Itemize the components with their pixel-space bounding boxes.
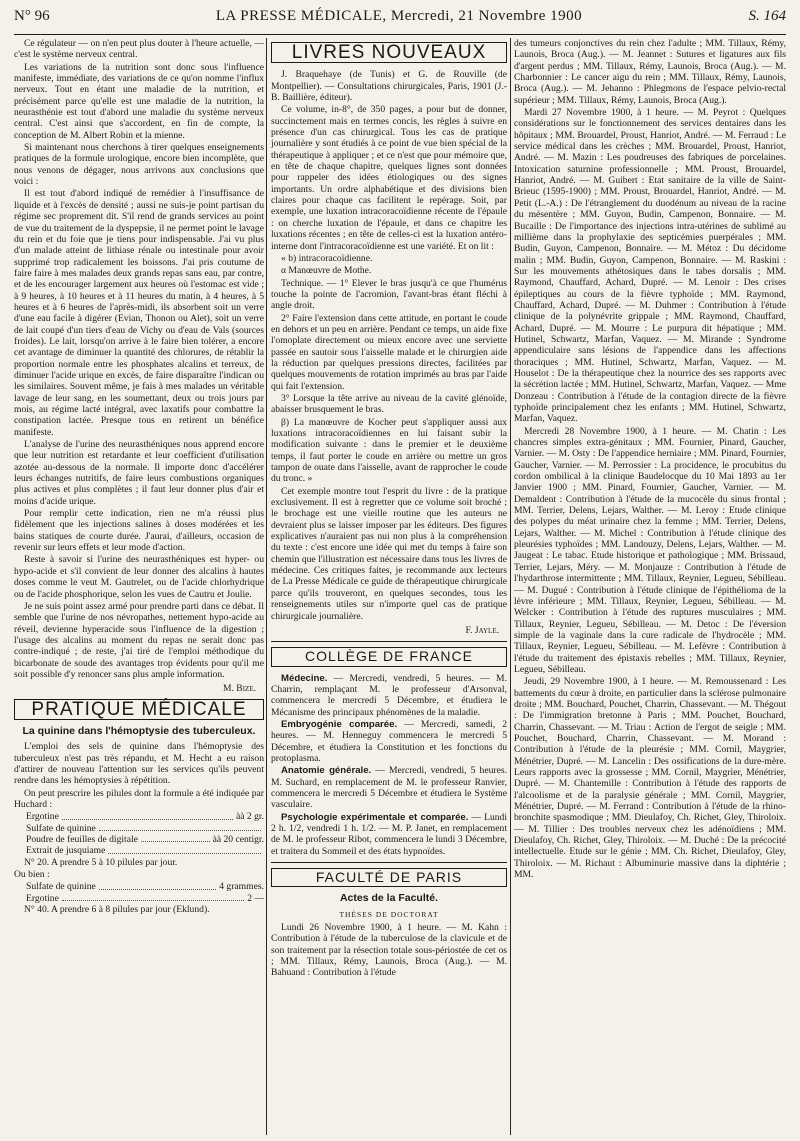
paragraph: L'emploi des sels de quinine dans l'hémoptysie des tuberculeux n'est pas très répandu, et M. Hecht a eu raison d'attirer de nouveau l'attention sur les services qu'ils peuvent rendre dans les hémoptysies à répétition. xyxy=(14,741,264,787)
paragraph: Jeudi, 29 Novembre 1900, à 1 heure. — M. Remoussenard : Les battements du cœur à droite, en particulier dans la sclérose pulmonaire droite ; MM. Bouchard, Pouchet, Charrin, Chassevant. — M. Thégout : De l'immigration bretonne à Paris ; MM. Pouchet, Bouchard, Charrin, Chassevant. — M. Triau : Action de l'ergot de seigle ; MM. Pouchet, Bouchard, Charrin, Chassevant. — M. Morand : Contribution à l'étude de la pleurésie ; MM. Cornil, Maygrier, Ménétrier, Dupré. — M. Lancelin : Des ossifications de la dure-mère. Leurs rapports avec la grossesse ; MM. Cornil, Maygrier, Ménétrier, Dupré. — M. Chantemille : Contribution à l'étude des rapports de l'alcoolisme et de la paralysie générale ; MM. Cornil, Maygrier, Ménétrier, Dupré. — M. Ferrand : Contribution à l'étude de la rhino-bronchite spasmodique ; MM. Dieulafoy, Ch. Richet, Gley, Thiroloix. — M. Tillier : Des troubles nerveux chez les adénoïdiens ; MM. Dieulafoy, Ch. Richet, Gley, Thiroloix. — M. Duché : De la précocité intellectuelle. Etude sur le génie ; MM. Ch. Richet, Dieulafoy, Gley, Thiroloix. — M. Richaut : Albuminurie massive dans la diphtérie ; MM. xyxy=(514,676,786,881)
paragraph: Il est tout d'abord indiqué de remédier à l'insuffisance de liquide et à l'excès de densité ; aussi ne suis-je point partisan du régime sec proprement dit. S'il rend de grands services au point de vue du traitement de la dyspepsie, il ne permet point le lavage du rein et du foie que je tiens pour indispensable. J'ai vu plus d'un malade atteint de lithiase rénale ou intestinale pour avoir supprimé trop radicalement les boissons. J'ai pris coutume de faire faire à mes malades deux grands repas sans eau, par contre, et de les encourager largement aux heures où l'estomac est vide ; à 9 heures, à 10 heures et à 11 heures du matin, à 4 heures, à 5 heures et à 6 heures de l'après-midi, ils absorbent soit un verre d'une eau facile à digérer (Evian, Thonon ou Alet), soit un verre de lait coupé d'un tiers d'eau de Vichy ou d'eau de Vals (sources froides). Le lait, lorsqu'on arrive à le faire bien tolérer, a encore cet avantage de diminuer la quantité des chlorures, de rétablir la proportion normale entre les phosphates alcalins et terreux, de diminuer l'acide urique en excès, de faire disparaître l'indican ou les similaires. Souvent même, je fais à mes malades un véritable lavage de leur sang, en les soumettant, deux ou trois jours par mois, au régime lacté intégral, avec laxatifs pour combattre la constipation lactée. Presque tous en retirent un bénéfice manifeste. xyxy=(14,188,264,438)
prescription-item xyxy=(14,845,264,856)
page-number: N° 96 xyxy=(14,8,50,24)
paragraph: L'analyse de l'urine des neurasthéniques nous apprend encore que leur nutrition est retardante et leur coefficient d'utilisation azotée au-dessous de la normale. Il importe donc d'accélérer leurs échanges nutritifs, de faire leurs combustions organiques plus actives et plus complètes ; il faut leur donner plus d'air et moins d'acide urique. xyxy=(14,439,264,507)
paragraph: Cet exemple montre tout l'esprit du livre : de la pratique exclusivement. Il est à regretter que ce volume soit broché ; le brochage est une vieille routine que les auteurs ne devraient plus se laisser imposer par les éditeurs. Des figures explicatives n'auraient pas nui non plus à la compréhension du texte : c'est encore une idée qui met du temps à faire son chemin que l'illustration est nécessaire dans tous les livres de médecine. Ces critiques faites, je recommande aux lecteurs de La Presse Médicale ce guide de thérapeutique chirurgicale parce qu'ils trouveront, en quelques secondes, tous les renseignements utiles sur n'importe quel cas de pratique chirurgicale journalière. xyxy=(271,485,507,622)
ingredient-dose: 2 — xyxy=(247,892,264,904)
course-entry xyxy=(271,673,507,718)
paragraph: « b) intracoracoïdienne. xyxy=(281,252,373,264)
section-title: COLLÈGE DE FRANCE xyxy=(271,647,507,666)
article-signature: M. Bize. xyxy=(222,683,256,695)
ingredient-dose: àà 2 gr. xyxy=(236,811,264,823)
course-entry xyxy=(271,812,507,857)
ingredient-dose: 4 grammes. xyxy=(219,881,264,893)
paragraph: Lundi 26 Novembre 1900, à 1 heure. — M. Kahn : Contribution à l'étude de la tuberculose de la clavicule et de son traitement par la résection totale sous-périostée de cet os ; MM. Tillaux, Rémy, Launois, Broca (Aug.). — M. Bahuand : Contribution à l'étude xyxy=(271,922,507,979)
prescription-list xyxy=(14,881,264,904)
course-entry xyxy=(271,719,507,764)
ingredient-dose: àà 20 centigr. xyxy=(212,834,264,846)
leader-dots xyxy=(62,893,244,901)
prescription-item xyxy=(14,881,264,892)
leader-dots xyxy=(99,823,261,831)
prescription-note: N° 20. A prendre 5 à 10 pilules par jour. xyxy=(24,856,178,868)
paragraph: 3° Lorsque la tête arrive au niveau de la cavité glénoïde, abaisser brusquement le bras. xyxy=(271,392,507,416)
column-middle xyxy=(271,38,507,1135)
course-text: — Mercredi, vendredi, 5 heures. — M. Charrin, remplaçant M. le professeur d'Arsonval, commencera le mercredi 5 Décembre, et étudiera le Mécanisme des principaux phénomènes de la maladie. xyxy=(271,672,507,718)
subsection-title: Actes de la Faculté. xyxy=(339,892,439,905)
paragraph: Pour remplir cette indication, rien ne m'a réussi plus fidèlement que les injections salines à doses modérées et les bains statiques de courte durée. J'aurai, d'ailleurs, occasion de revenir sur leurs effets et leur mode d'action. xyxy=(14,508,264,554)
course-text: — Mercredi, samedi, 2 heures. — M. Henneguy commencera le mercredi 5 Décembre, et étudiera la Constitution et les fonctions du protoplasma. xyxy=(271,718,507,764)
course-text: — Lundi 2 h. 1/2, vendredi 1 h. 1/2. — M. P. Janet, en remplacement de M. le professeur Ribot, commencera le lundi 3 Décembre, et traitera du Sommeil et des états hypnoïdes. xyxy=(271,811,507,857)
paragraph: Mercredi 28 Novembre 1900, à 1 heure. — M. Chatin : Les chancres simples extra-génitaux ; MM. Fournier, Pinard, Gaucher, Varnier. — M. Osty : De l'appendice herniaire ; MM. Pinard, Fournier, Gaucher, Varnier. — M. Perrossier : La procidence, le procubitus du cordon ombilical à la clinique Baudelocque du 10 Mai 1893 au 1er Janvier 1900 ; MM. Pinard, Fournier, Gaucher, Varnier. — M. Demaldent : Contribution à l'étude de la mucocèle du sinus frontal ; MM. Terrier, Delens, Lejars, Walther. — M. Leroy : Etude clinique des polypes du méat urinaire chez la femme ; MM. Terrier, Delens, Lejars, Walther. — M. Michel : Contribution à l'étude clinique des pleurésies typhoïdes ; MM. Landouzy, Delens, Lejars, Walther. — M. Jaugeat : Le tabac. Etude historique et pathologique ; MM. Brissaud, Terrier, Lejars, Méry. — M. Monjauze : Contribution à l'étude de l'hydarthrose intermittente ; MM. Tillaux, Reynier, Legueu, Sébilleau. — M. Dugué : Contribution à l'étude clinique de l'épithélioma de la lèvre inférieure ; MM. Tillaux, Reynier, Legueu, Sébilleau. — M. Welcker : Contribution à l'étude des ruptures musculaires ; MM. Tillaux, Reynier, Legueu, Sébilleau. — M. Detoc : De l'éversion simple de la vaginale dans la cure radicale de l'hydrocèle ; MM. Tillaux, Reynier, Legueu, Sébilleau. — M. Lefèvre : Contribution à l'étude du traitement des épistaxis rebelles ; MM. Tillaux, Reynier, Legueu, Sébilleau. xyxy=(514,425,786,675)
section-title: FACULTÉ DE PARIS xyxy=(271,868,507,887)
leader-dots xyxy=(141,834,210,842)
journal-title: LA PRESSE MÉDICALE, Mercredi, 21 Novembre 1900 xyxy=(215,8,583,24)
paragraph: Ou bien : xyxy=(14,869,50,881)
paragraph: Technique. — 1° Elever le bras jusqu'à ce que l'humérus touche la pointe de l'acromion, l'avant-bras étant fléchi à angle droit. xyxy=(271,277,507,312)
section-title: PRATIQUE MÉDICALE xyxy=(14,699,264,720)
course-title: Psychologie expérimentale et comparée. xyxy=(281,811,469,823)
page-header xyxy=(14,8,786,35)
column-rule xyxy=(266,38,267,1135)
column-left xyxy=(14,38,264,1135)
ingredient-name: Extrait de jusquiame xyxy=(26,845,106,857)
paragraph: 2° Faire l'extension dans cette attitude, en portant le coude en dehors et un peu en arrière. Pendant ce temps, un aide fixe l'omoplate directement ou mieux encore avec une serviette passée en sautoir sous l'aisselle malade et le chirurgien aide la réduction par quelques pressions directes, facilitées par quelques mouvements de rotation imprimés au bras par l'aide qui fait l'extension. xyxy=(271,312,507,392)
paragraph: Mardi 27 Novembre 1900, à 1 heure. — M. Peyrot : Quelques considérations sur le fonctionnement des services dentaires dans les hôpitaux ; MM. Brouardel, Proust, Hanriot, André. — M. Ferraud : Le service médical dans les crèches ; MM. Brouardel, Proust, Hanriot, André. — M. Mazin : Les poudreuses des fabriques de porcelaines. Intoxication saturnine professionnelle ; MM. Proust, Brouardel, Hanriot, André. — M. Guibert : Etat sanitaire de la ville de Saint-Brieuc (1595-1900) ; MM. Proust, Brouardel, Hanriot, André. — M. Petit (L.-A.) : De l'étranglement du duodénum au niveau de la racine du mésentère ; MM. Guyon, Budin, Campenon, Bonnaire. — M. Bucaille : De l'importance des injections intra-utérines de sublimé au millième dans la prophylaxie des septicémies puerpérales ; MM. Budin, Guyon, Campenon, Bonnaire. — M. Métoz : Du décidome malin ; MM. Budin, Guyon, Campenon, Bonnaire. — M. Raskini : Sur les mouvements athétosiques dans le tabes dorsalis ; MM. Raymond, Chauffard, Achard, Dupré. — M. Lenoir : Des crises épileptiques au cours de la fièvre typhoïde ; MM. Raymond, Chauffard, Achard, Dupré. — M. Duhmer : Contribution à l'étude clinique de la polynévrite grippale ; MM. Raymond, Chauffard, Achard, Dupré. — M. Mourre : Le purpura dit hépatique ; MM. Hutinel, Schwartz, Marfan, Vaquez. — M. Mirande : Syndrome appendiculaire sans lésions de l'appendice dans les affections thoraciques ; MM. Hutinel, Schwartz, Marfan, Vaquez. — M. Houselot : De la thérapeutique chez la nourrice des ses rapports avec la sécrétion lactée ; MM. Hutinel, Schwartz, Marfan, Vaquez. — Mme Donzeau : Contribution à l'étude de la contagion directe de la fièvre typhoïde principalement chez les enfants ; MM. Hutinel, Schwartz, Marfan, Vaquez. xyxy=(514,107,786,425)
prescription-note: N° 40. A prendre 6 à 8 pilules par jour (Eklund). xyxy=(24,904,210,916)
paragraph: Ce volume, in-8°, de 350 pages, a pour but de donner, succinctement mais en termes concis, les règles à suivre en présence d'un cas chirurgical. Tous les cas de pratique journalière y sont étudiés à ce point de vue bien spécial de la thérapeutique à appliquer ; et ce n'est que pour mémoire que, en tête de chaque chapitre, quelques lignes sont données pour rappeler des idées étiologiques ou des signes importants. Un ordre alphabétique et des divisions bien claires pour chaque cas facilitent le repérage. Soit, par exemple, une luxation intracoracoïdienne récente de l'épaule : on cherche luxation de l'épaule, et dans ce chapitre les luxations récentes ; en tête de celles-ci est la luxation antéro-interne dont l'intracoracoïdienne est une variété. Et on lit : xyxy=(271,104,507,252)
paragraph: Reste à savoir si l'urine des neurasthéniques est hyper- ou hypo-acide et s'il convient de leur donner des alcalins à hautes doses comme le veut M. Gautrelet, ou de l'acide chlorhydrique ou de l'acide phosphorique, selon les vues de Cautru et Joulie. xyxy=(14,554,264,600)
subsection-label: THÈSES DE DOCTORAT xyxy=(339,909,439,919)
section-title: LIVRES NOUVEAUX xyxy=(271,42,507,63)
paragraph: Ce régulateur — on n'en peut plus douter à l'heure actuelle, — c'est le système nerveux central. xyxy=(14,38,264,61)
article-signature: F. Jayle. xyxy=(465,624,499,636)
column-rule xyxy=(510,38,511,1135)
prescription-item xyxy=(14,823,264,834)
prescription-item xyxy=(14,834,264,845)
ingredient-name: Poudre de feuilles de digitale xyxy=(26,834,138,846)
prescription-item xyxy=(14,893,264,904)
course-title: Anatomie générale. xyxy=(281,765,372,777)
column-right xyxy=(514,38,786,1135)
leader-dots xyxy=(99,881,216,889)
book-reference: J. Braquehaye (de Tunis) et G. de Rouville (de Montpellier). — Consultations chirurgicales, Paris, 1901 (J.-B. Baillière, éditeur). xyxy=(271,69,507,104)
ingredient-name: Sulfate de quinine xyxy=(26,881,96,893)
paragraph: α Manœuvre de Mothe. xyxy=(281,265,372,277)
article-title: La quinine dans l'hémoptysie des tuberculeux. xyxy=(22,724,256,737)
course-entry xyxy=(271,765,507,810)
paragraph: des tumeurs conjonctives du rein chez l'adulte ; MM. Tillaux, Rémy, Launois, Broca (Aug.). — M. Jeannet : Sutures et ligatures aux fils d'argent perdus ; MM. Tillaux, Rémy, Launois, Broca (Aug.). — M. Charbonnier : Le cancer aigu du rein ; MM. Tillaux, Rémy, Launois, Broca (Aug.). — M. Jehanno : Phlegmons de l'espace pelvio-rectal supérieur ; MM. Tillaux, Rémy, Launois, Broca (Aug.). xyxy=(514,38,786,106)
course-title: Médecine. xyxy=(281,672,328,684)
paragraph: Je ne suis point assez armé pour prendre parti dans ce débat. Il semble que l'urine de nos névropathes, nettement hypo-acide au réveil, devienne hyperacide sous l'influence de la digestion ; l'usage des alcalins au moment du repas ne serait donc pas contre-indiqué ; de reste, j'ai tiré de l'emploi méthodique du bicarbonate de soude des avantages trop évidents pour qu'il me soit possible d'y renoncer sans plus ample information. xyxy=(14,600,264,680)
page-code: S. 164 xyxy=(748,8,786,24)
ingredient-name: Ergotine xyxy=(26,892,59,904)
paragraph: Si maintenant nous cherchons à tirer quelques enseignements pratiques de la formule urologique, encore bien incomplète, que nous venons de dégager, nous arrivons aux conclusions que voici : xyxy=(14,142,264,188)
ingredient-name: Sulfate de quinine xyxy=(26,822,96,834)
paragraph: β) La manœuvre de Kocher peut s'appliquer aussi aux luxations intracoracoïdiennes en lui faisant subir la modification suivante : dans le premier et le deuxième temps, il faut porter le coude en arrière ou mettre un gros tampon de ouate dans l'aisselle, avant de rapprocher le coude du tronc. » xyxy=(271,416,507,485)
paragraph: On peut prescrire les pilules dont la formule a été indiquée par Huchard : xyxy=(14,787,264,810)
prescription-list xyxy=(14,811,264,856)
course-text: — Mercredi, vendredi, 5 heures. M. Suchard, en remplacement de M. le professeur Ranvier, commencera le mercredi 5 Décembre et étudiera le Système vasculaire. xyxy=(271,765,507,811)
leader-dots xyxy=(62,811,233,819)
divider xyxy=(271,641,507,642)
prescription-item xyxy=(14,811,264,822)
paragraph: Les variations de la nutrition sont donc sous l'influence manifeste, immédiate, des variations de ce qu'on nomme l'influx nerveux. Tout en étant une maladie de la nutrition, et précisément parce qu'elle est une maladie de la nutrition, la neurasthénie est tout d'abord une maladie du système nerveux central. C'est ainsi que s'accordent, en fin de compte, la conception de M. Albert Robin et la mienne. xyxy=(14,61,264,141)
course-title: Embryogénie comparée. xyxy=(281,718,398,730)
ingredient-name: Ergotine xyxy=(26,811,59,823)
divider xyxy=(271,862,507,863)
leader-dots xyxy=(108,845,261,853)
